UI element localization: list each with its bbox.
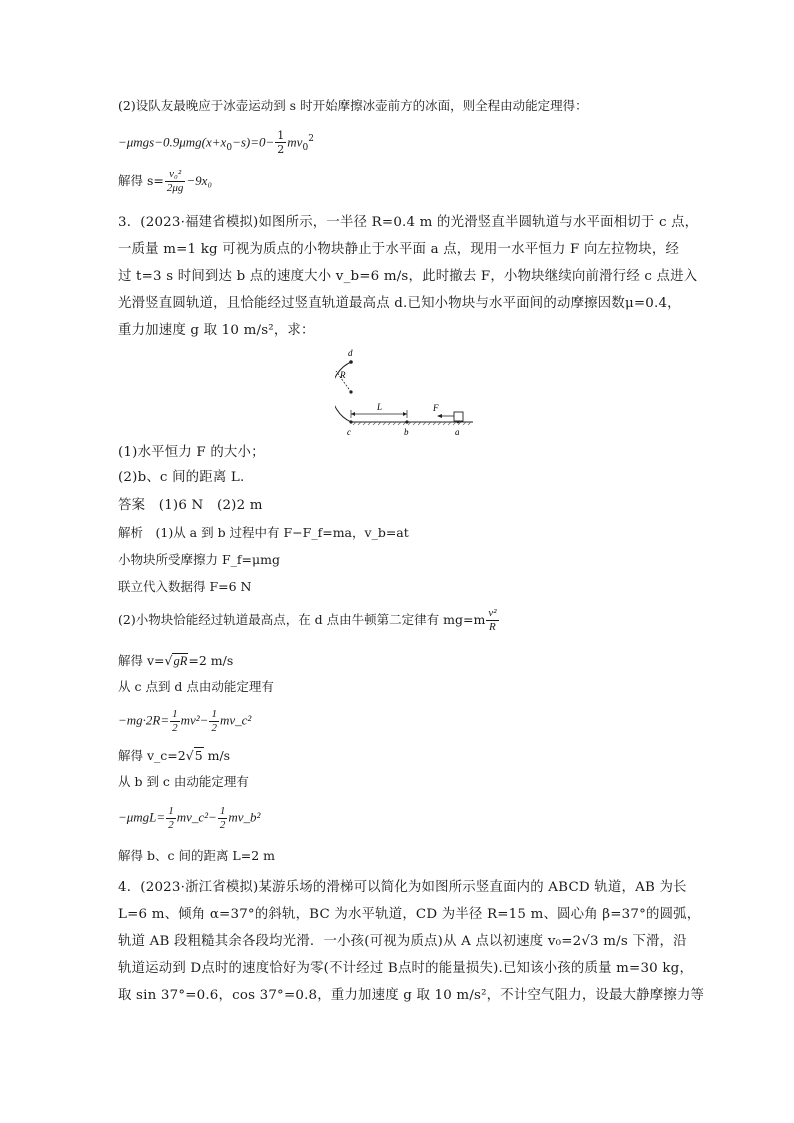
- label-L: L: [377, 402, 383, 412]
- p2-eq-tail: mv: [287, 134, 303, 150]
- p2-sol-prefix: 解得 s=: [118, 173, 164, 188]
- a4-prefix: (2)小物块恰能经过轨道最高点，在 d 点由牛顿第二定律有 mg=m: [118, 612, 486, 627]
- p2-eq-lhs: −μmgs−0.9μmg(x+x: [118, 134, 227, 150]
- analysis-line-8: 解得 v_c=2√5 m/s: [118, 748, 231, 763]
- p2-eq-half: $\frac{1}{2}$: [277, 129, 285, 157]
- point-c: [349, 420, 352, 423]
- q4-line-1: 4．(2023·浙江省模拟)某游乐场的滑梯可以简化为如图所示竖直面内的 ABCD 轨道，AB 为长: [118, 880, 687, 895]
- analysis-line-5: 解得 v=√gR=2 m/s: [118, 653, 234, 668]
- p2-intro-line: (2)设队友最晚应于冰壶运动到 s 时开始摩擦冰壶前方的冰面，则全程由动能定理得：: [118, 98, 588, 113]
- analysis-line-9: 从 b 到 c 由动能定理有: [118, 774, 249, 789]
- q3-line-5: 重力加速度 g 取 10 m/s²，求：: [118, 323, 315, 338]
- block: [454, 412, 463, 421]
- answer-line: 答案 (1)6 N (2)2 m: [118, 498, 263, 513]
- analysis-line-2: 小物块所受摩擦力 F_f=μmg: [118, 552, 280, 567]
- analysis-line-4: [118, 607, 500, 634]
- a7-frac-1: $\frac{1}{2}$: [172, 708, 178, 734]
- a8-prefix: 解得 v_c=2: [118, 748, 186, 763]
- a10-frac-1: $\frac{1}{2}$: [168, 805, 174, 831]
- a10-frac-2: $\frac{1}{2}$: [219, 805, 226, 831]
- track-diagram: [335, 346, 485, 438]
- p2-sol-tail: −9x₀: [186, 173, 212, 188]
- p2-sol-frac: $\frac{\text{v₀²}}{2\mu g}$: [166, 168, 184, 194]
- q4-line-5: 取 sin 37°=0.6，cos 37°=0.8，重力加速度 g 取 10 m/s²，不计空气阻力，设最大静摩擦力等: [118, 988, 705, 1003]
- label-b: b: [404, 427, 409, 437]
- a10-prefix: −μmgL=: [118, 809, 166, 825]
- q3-line-1: 3．(2023·福建省模拟)如图所示，一半径 R=0.4 m 的光滑竖直半圆轨道与水平面相切于 c 点，: [118, 215, 699, 230]
- q4-line-4: 轨道运动到 D点时的速度恰好为零(不计经过 B点时的能量损失).已知该小孩的质量 m=30 kg，: [118, 961, 694, 976]
- a8-sqrt: 5: [194, 748, 203, 763]
- analysis-line-10: [118, 805, 260, 832]
- q3-sub-1: (1)水平恒力 F 的大小；: [118, 445, 265, 460]
- label-a: a: [455, 427, 460, 437]
- label-R: R: [340, 370, 346, 380]
- a7-mid: mv²−: [180, 712, 209, 728]
- a5-prefix: 解得 v=: [118, 653, 165, 668]
- a5-tail: =2 m/s: [188, 653, 234, 668]
- p2-equation: $-\mu mgs-0.9\mu mg(x+x_0-s)=0-$ $\frac{1}{2}$ $mv_0^2$: [118, 129, 314, 157]
- analysis-line-11: 解得 b、c 间的距离 L=2 m: [118, 848, 275, 863]
- point-d: [349, 360, 353, 364]
- point-a: [457, 421, 460, 424]
- point-b: [405, 420, 408, 423]
- a7-frac-2: $\frac{1}{2}$: [211, 708, 217, 734]
- label-d: d: [348, 348, 353, 358]
- q3-sub-2: (2)b、c 间的距离 L.: [118, 470, 245, 485]
- analysis-line-6: 从 c 点到 d 点由动能定理有: [118, 679, 274, 694]
- q3-line-2: 一质量 m=1 kg 可视为质点的小物块静止于水平面 a 点，现用一水平恒力 F 向左拉物块，经: [118, 242, 680, 257]
- analysis-line-1: 解析 (1)从 a 到 b 过程中有 F−F_f=ma，v_b=at: [118, 525, 409, 540]
- q3-line-3: 过 t=3 s 时间到达 b 点的速度大小 v_b=6 m/s，此时撤去 F，小物块继续向前滑行经 c 点进入: [118, 269, 698, 284]
- a7-tail: mv_c²: [219, 712, 252, 728]
- analysis-line-7: [118, 708, 251, 735]
- label-c: c: [347, 427, 351, 437]
- a4-frac: $\frac{\text{v²}}{R}$: [488, 607, 497, 633]
- q4-line-3: 轨道 AB 段粗糙其余各段均光滑．一小孩(可视为质点)从 A 点以初速度 v₀=2√3 m/s 下滑，沿: [118, 934, 687, 949]
- a10-tail: mv_b²: [228, 809, 261, 825]
- label-F: F: [433, 403, 439, 413]
- q4-line-2: L=6 m、倾角 α=37°的斜轨，BC 为水平轨道，CD 为半径 R=15 m、圆心角 β=37°的圆弧，: [118, 907, 701, 922]
- p2-solution: [118, 168, 212, 195]
- a10-mid: mv_c²−: [176, 809, 217, 825]
- q3-line-4: 光滑竖直圆轨道，且恰能经过竖直轨道最高点 d.已知小物块与水平面间的动摩擦因数μ=0.4，: [118, 296, 681, 311]
- a7-prefix: −mg·2R=: [118, 712, 170, 728]
- p2-eq-mid: −s)=0−: [232, 134, 275, 150]
- a8-tail: m/s: [203, 748, 231, 763]
- analysis-line-3: 联立代入数据得 F=6 N: [118, 579, 252, 594]
- a5-sqrt: gR: [173, 654, 188, 668]
